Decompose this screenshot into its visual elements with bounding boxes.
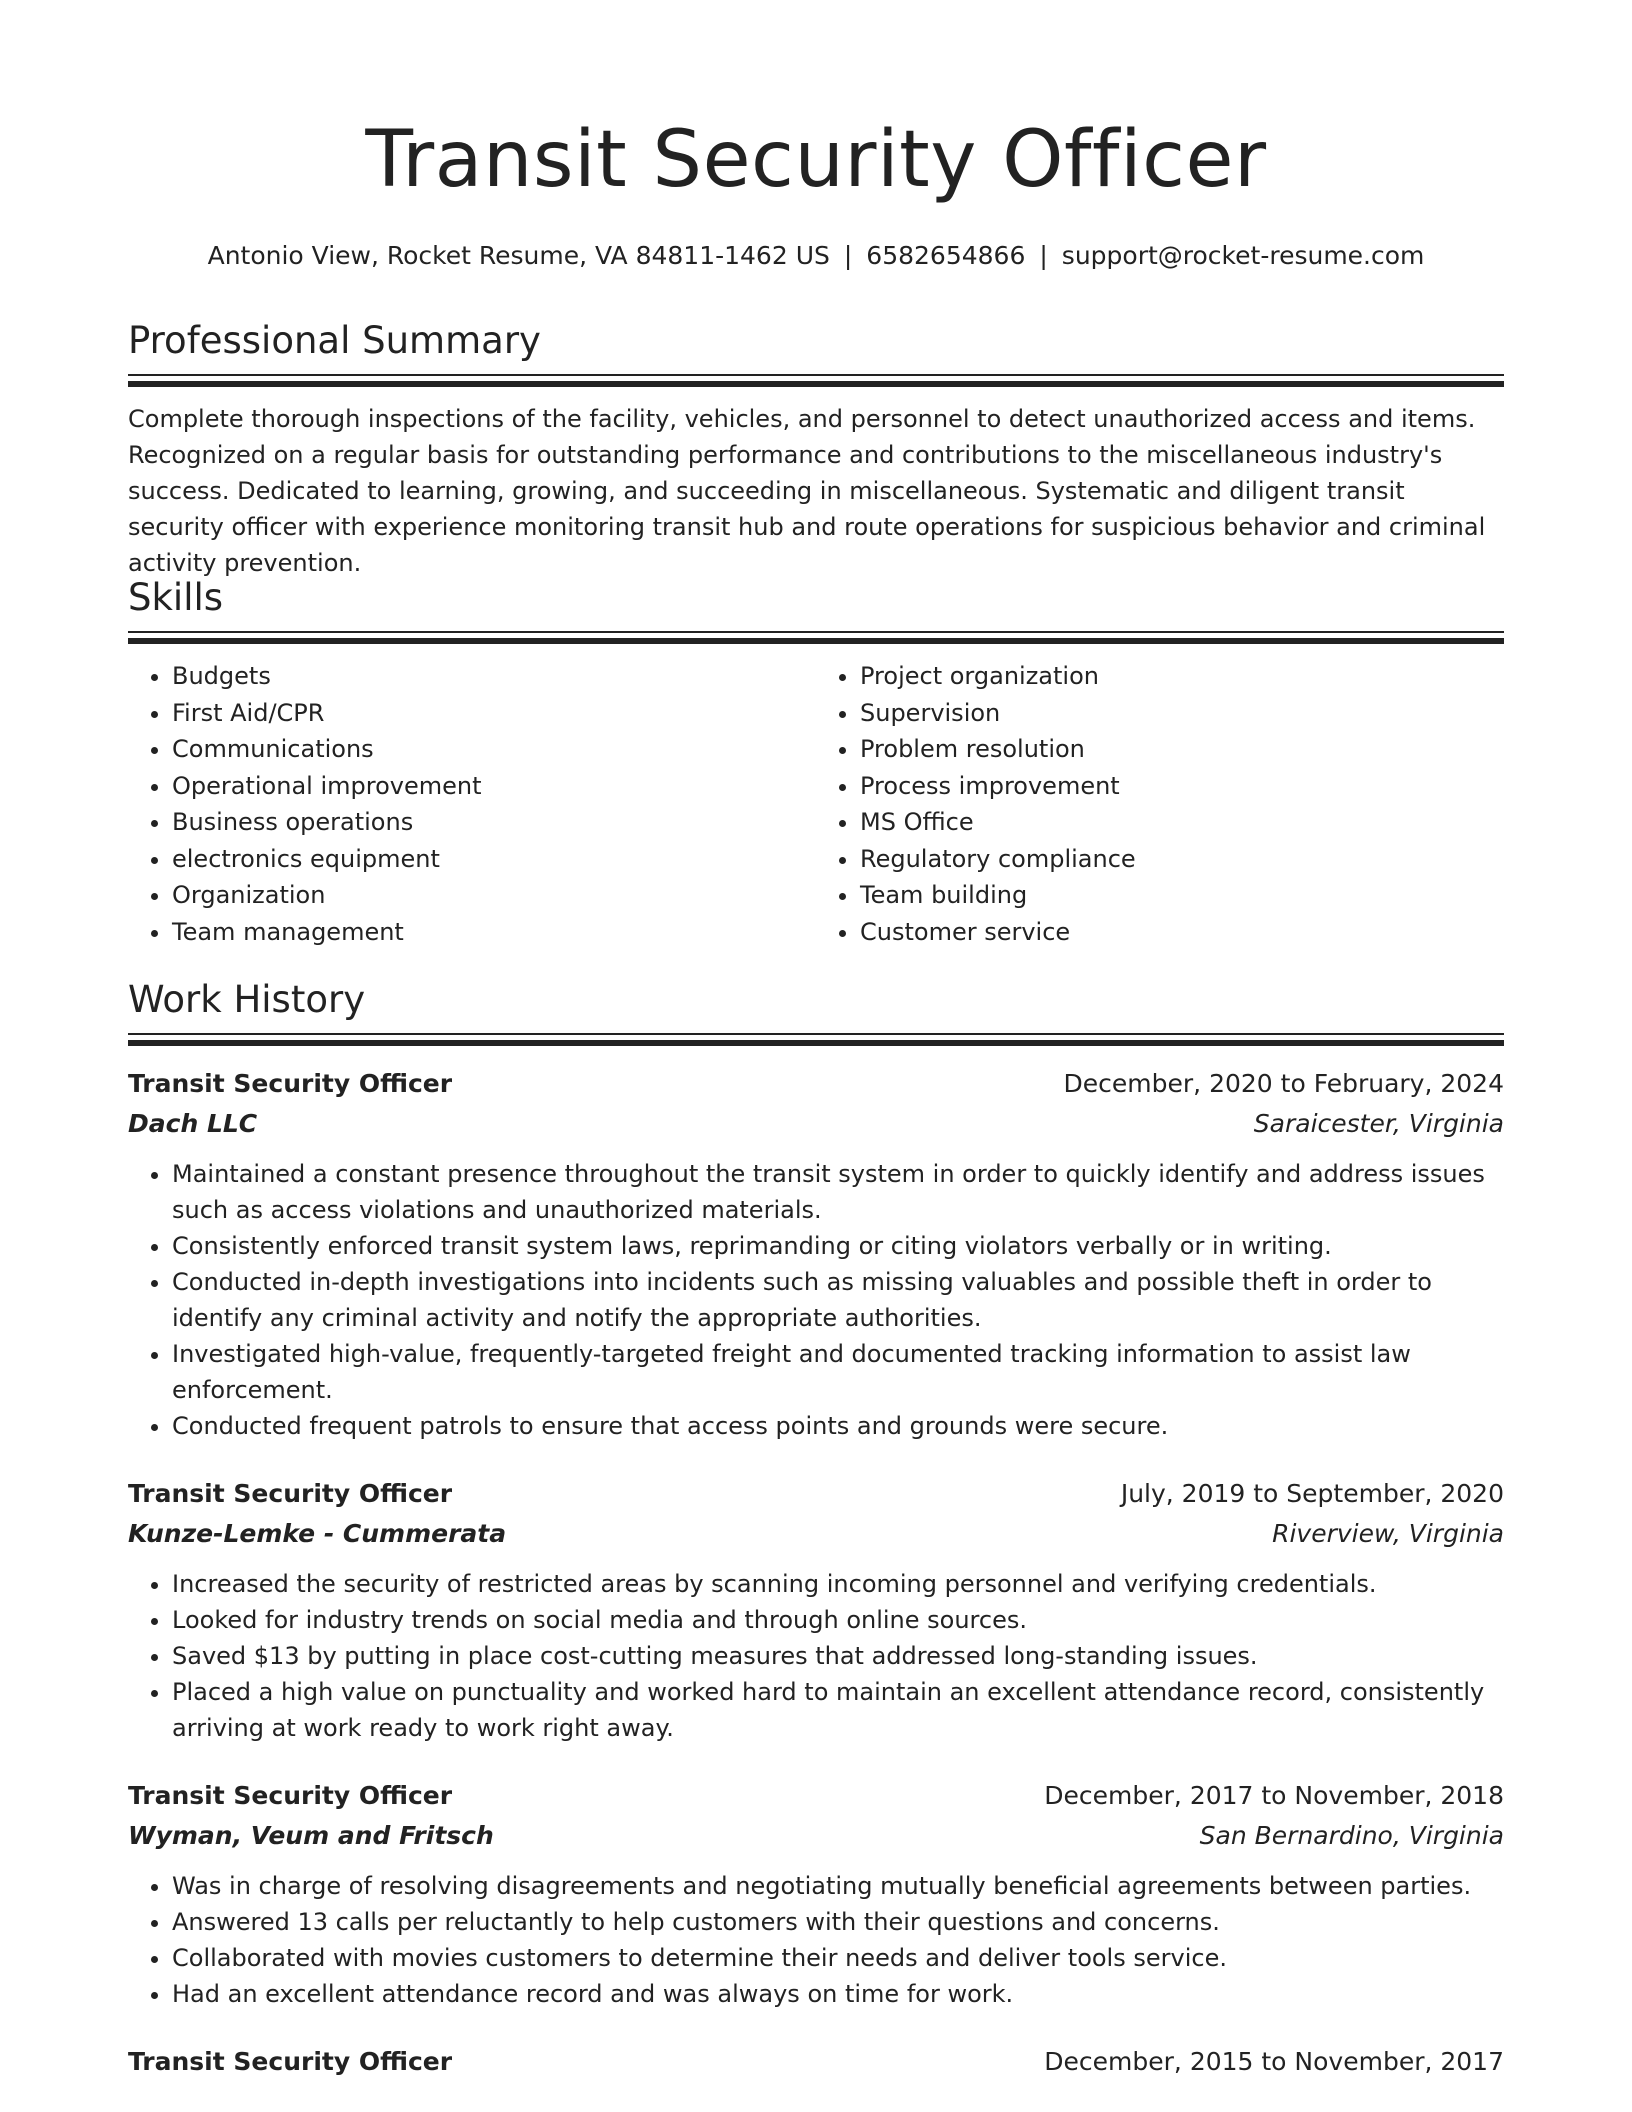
skill-item: • Problem resolution bbox=[860, 731, 1504, 768]
job-entry bbox=[128, 1776, 1504, 2012]
section-rule bbox=[128, 374, 1504, 376]
summary-text: Complete thorough inspections of the facility, vehicles, and personnel to detect unauthorized access and items. Recognized on a regular basis for outstanding performance and contributions to the miscellaneous industry's success. Dedicated to learning, growing, and succeeding in miscellaneous. Systematic and diligent transit security officer with experience monitoring transit hub and route operations for suspicious behavior and criminal activity prevention. bbox=[128, 405, 1486, 577]
job-bullet: • Conducted frequent patrols to ensure that access points and grounds were secure. bbox=[172, 1408, 1504, 1444]
job-title: Transit Security Officer bbox=[128, 1069, 453, 1098]
skill-item: • Project organization bbox=[860, 658, 1504, 695]
job-dates: December, 2020 to February, 2024 bbox=[1063, 1069, 1504, 1098]
job-location: San Bernardino, Virginia bbox=[1199, 1821, 1504, 1850]
skills-list-left bbox=[128, 658, 816, 950]
job-bullet: • Increased the security of restricted areas by scanning incoming personnel and verifying credentials. bbox=[172, 1566, 1504, 1602]
skill-item: • Budgets bbox=[172, 658, 816, 695]
skills-list-right bbox=[816, 658, 1504, 950]
summary-heading: Professional Summary bbox=[128, 319, 541, 362]
job-dates: December, 2015 to November, 2017 bbox=[1044, 2047, 1504, 2076]
contact-separator: | bbox=[1039, 241, 1048, 270]
contact-line bbox=[128, 240, 1504, 272]
job-company-row bbox=[128, 1514, 1504, 1554]
job-dates: July, 2019 to September, 2020 bbox=[1120, 1479, 1504, 1508]
skill-item: • Organization bbox=[172, 877, 816, 914]
job-title: Transit Security Officer bbox=[128, 2047, 453, 2076]
work-history-section bbox=[128, 977, 1504, 2082]
skill-item: • Process improvement bbox=[860, 768, 1504, 805]
skills-section bbox=[128, 575, 1504, 950]
job-bullet: • Looked for industry trends on social media and through online sources. bbox=[172, 1602, 1504, 1638]
job-bullets bbox=[128, 1868, 1504, 2012]
contact-address: Antonio View, Rocket Resume, VA 84811-1462 US bbox=[207, 241, 830, 270]
job-bullet: • Was in charge of resolving disagreements and negotiating mutually beneficial agreements between parties. bbox=[172, 1868, 1504, 1904]
job-bullet: • Maintained a constant presence throughout the transit system in order to quickly identify and address issues such as access violations and unauthorized materials. bbox=[172, 1156, 1504, 1228]
summary-section bbox=[128, 318, 1504, 581]
job-bullet: • Conducted in-depth investigations into incidents such as missing valuables and possible theft in order to identify any criminal activity and notify the appropriate authorities. bbox=[172, 1264, 1504, 1336]
job-bullet: • Saved $13 by putting in place cost-cutting measures that addressed long-standing issues. bbox=[172, 1638, 1504, 1674]
section-rule-thick bbox=[128, 1040, 1504, 1046]
skill-item: • Team management bbox=[172, 914, 816, 951]
contact-email: support@rocket-resume.com bbox=[1061, 241, 1425, 270]
skill-item: • Supervision bbox=[860, 695, 1504, 732]
skill-item: • Operational improvement bbox=[172, 768, 816, 805]
job-bullet: • Answered 13 calls per reluctantly to help customers with their questions and concerns. bbox=[172, 1904, 1504, 1940]
job-entry bbox=[128, 1064, 1504, 1444]
job-bullets bbox=[128, 1566, 1504, 1746]
job-header-row bbox=[128, 1474, 1504, 1514]
skill-item: • Team building bbox=[860, 877, 1504, 914]
section-rule bbox=[128, 1033, 1504, 1035]
skill-item: • Customer service bbox=[860, 914, 1504, 951]
job-dates: December, 2017 to November, 2018 bbox=[1044, 1781, 1504, 1810]
contact-separator: | bbox=[843, 241, 853, 270]
job-bullet: • Investigated high-value, frequently-targeted freight and documented tracking information to assist law enforcement. bbox=[172, 1336, 1504, 1408]
job-entry bbox=[128, 1474, 1504, 1746]
job-company-row bbox=[128, 1104, 1504, 1144]
skills-columns bbox=[128, 658, 1504, 950]
job-entry bbox=[128, 2042, 1504, 2082]
section-rule bbox=[128, 631, 1504, 633]
section-rule-thick bbox=[128, 381, 1504, 387]
skill-item: • Business operations bbox=[172, 804, 816, 841]
job-header-row bbox=[128, 2042, 1504, 2082]
job-title: Transit Security Officer bbox=[128, 1781, 453, 1810]
job-header-row bbox=[128, 1064, 1504, 1104]
skill-item: • Regulatory compliance bbox=[860, 841, 1504, 878]
job-company-row bbox=[128, 1816, 1504, 1856]
job-bullets bbox=[128, 1156, 1504, 1444]
job-location: Saraicester, Virginia bbox=[1253, 1109, 1504, 1138]
job-bullet: • Collaborated with movies customers to determine their needs and deliver tools service. bbox=[172, 1940, 1504, 1976]
skill-item: • Communications bbox=[172, 731, 816, 768]
job-bullet: • Had an excellent attendance record and was always on time for work. bbox=[172, 1976, 1504, 2012]
job-header-row bbox=[128, 1776, 1504, 1816]
job-bullet: • Consistently enforced transit system laws, reprimanding or citing violators verbally or in writing. bbox=[172, 1228, 1504, 1264]
section-rule-thick bbox=[128, 638, 1504, 644]
work-history-heading: Work History bbox=[128, 978, 366, 1021]
job-title: Transit Security Officer bbox=[128, 1479, 453, 1508]
job-company: Dach LLC bbox=[128, 1109, 258, 1138]
skill-item: • First Aid/CPR bbox=[172, 695, 816, 732]
skills-heading: Skills bbox=[128, 576, 224, 619]
contact-phone: 6582654866 bbox=[866, 241, 1026, 270]
skill-item: • electronics equipment bbox=[172, 841, 816, 878]
job-company: Kunze-Lemke - Cummerata bbox=[128, 1519, 507, 1548]
skill-item: • MS Office bbox=[860, 804, 1504, 841]
job-location: Riverview, Virginia bbox=[1272, 1519, 1504, 1548]
resume-name: Transit Security Officer bbox=[365, 115, 1267, 205]
job-company: Wyman, Veum and Fritsch bbox=[128, 1821, 494, 1850]
job-bullet: • Placed a high value on punctuality and worked hard to maintain an excellent attendance record, consistently arriving at work ready to work right away. bbox=[172, 1674, 1504, 1746]
